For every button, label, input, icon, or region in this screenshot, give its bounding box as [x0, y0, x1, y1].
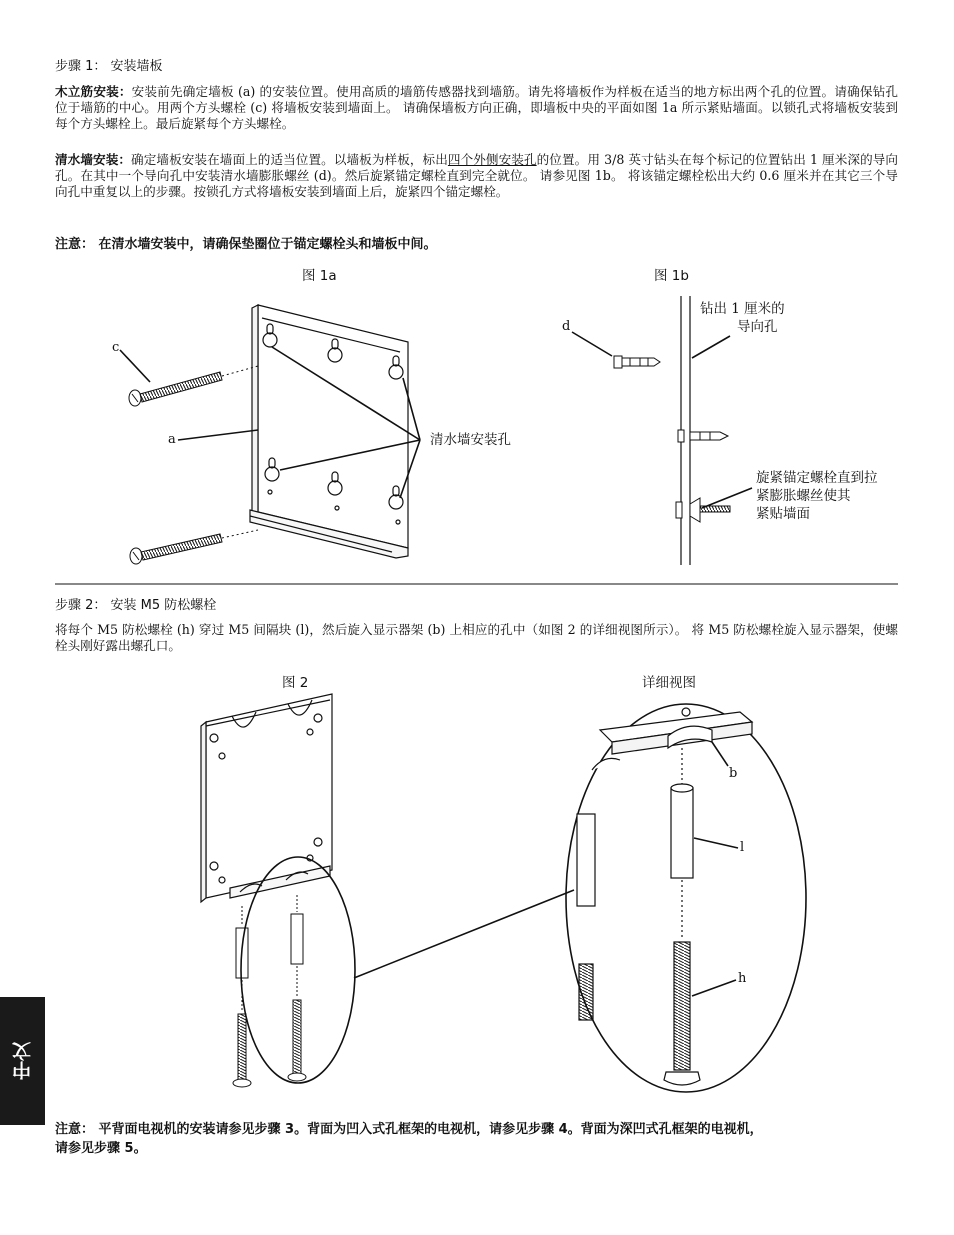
fig2-detail-leaders [692, 742, 738, 996]
language-tab-label: 中文 [12, 1042, 34, 1080]
fig1b-callout-drill-line2: 导向孔 [737, 319, 778, 335]
fig1b-title: 图 1b [654, 268, 689, 284]
wood-stud-label: 木立筋安装： [55, 84, 132, 99]
fig2-detail-connector [354, 890, 574, 978]
footer-note-line2: 请参见步骤 5。 [55, 1141, 147, 1156]
fig1b-anchor-inserted [678, 430, 728, 442]
drywall-text-b: 的位置。用 3/8 英寸钻头在每个标记的位置钻出 1 厘米深的导向孔。在其中一个导向孔中安装清水墙膨胀螺丝 (d)。然后旋紧锚定螺栓直到完全就位。 请参见图 1b。 将该锚定螺栓松出大约 0.6 厘米并在其它三个导向孔中重复以上的步骤。按锁孔方式将墙板安装到墙面上后，旋紧四个锚定螺栓。 [55, 152, 899, 199]
fig2-detail-title: 详细视图 [642, 675, 696, 691]
fig1b-callout-tighten-line3: 紧贴墙面 [756, 506, 810, 522]
fig2-spacers-small [236, 895, 303, 978]
fig1b-callout-tighten-line1: 旋紧锚定螺栓直到拉 [756, 470, 878, 486]
fig2-detail-bracket-edge [592, 708, 752, 770]
fig2-label-b: b [729, 766, 738, 781]
step1-note: 注意： 在清水墙安装中，请确保垫圈位于锚定螺栓头和墙板中间。 [55, 237, 437, 252]
fig2-title: 图 2 [282, 675, 309, 691]
fig1a-lag-bolt-top [129, 366, 258, 406]
fig1a-label-a: a [168, 432, 176, 447]
fig1a-title: 图 1a [302, 268, 337, 284]
footer-note-line1: 注意： 平背面电视机的安装请参见步骤 3。背面为凹入式孔框架的电视机，请参见步骤 4。背面为深凹式孔框架的电视机， [55, 1122, 763, 1137]
drywall-text-underlined: 四个外侧安装孔 [447, 152, 537, 167]
fig1a-callout-drywall-holes: 清水墙安装孔 [430, 432, 511, 448]
fig1b-callout-drill-line1: 钻出 1 厘米的 [700, 301, 785, 317]
fig1a-label-c: c [112, 340, 120, 355]
fig2-detail-bolt [579, 942, 700, 1085]
step1-heading: 步骤 1： 安装墙板 [55, 59, 163, 74]
step2-paragraph: 将每个 M5 防松螺栓 (h) 穿过 M5 间隔块 (l)，然后旋入显示器架 (b) 上相应的孔中（如图 2 的详细视图所示）。 将 M5 防松螺栓旋入显示器架，使螺栓头刚好露出螺孔口。 [55, 622, 898, 653]
fig1b-anchor-expanded [676, 498, 730, 522]
fig1b-callout-tighten-line2: 紧膨胀螺丝使其 [756, 488, 851, 504]
fig2-label-l: l [740, 840, 745, 855]
fig1a-lag-bolt-bottom [130, 530, 258, 564]
drywall-text-a: 确定墙板安装在墙面上的适当位置。以墙板为样板，标出 [131, 152, 448, 167]
wood-stud-text: 安装前先确定墙板 (a) 的安装位置。使用高质的墙筋传感器找到墙筋。请先将墙板作为样板在适当的地方标出两个孔的位置。请确保钻孔位于墙筋的中心。用两个方头螺栓 (c) 将墙板安装到墙面上。 请确保墙板方向正确，即墙板中央的平面如图 1a 所示紧贴墙面。以锁孔式将墙板安装到每个方头螺栓上。最后旋紧每个方头螺栓。 [55, 84, 898, 131]
fig1b-leaders [572, 332, 752, 508]
fig1a-wall-plate [250, 305, 408, 558]
fig1b-label-d: d [562, 319, 571, 334]
drywall-label: 清水墙安装： [55, 152, 132, 167]
step2-heading: 步骤 2： 安装 M5 防松螺栓 [55, 598, 217, 613]
fig1b-anchor-loose [614, 356, 660, 368]
fig2-detail-spacer [577, 748, 693, 940]
fig2-display-bracket [201, 694, 332, 902]
fig2-label-h: h [738, 971, 747, 986]
